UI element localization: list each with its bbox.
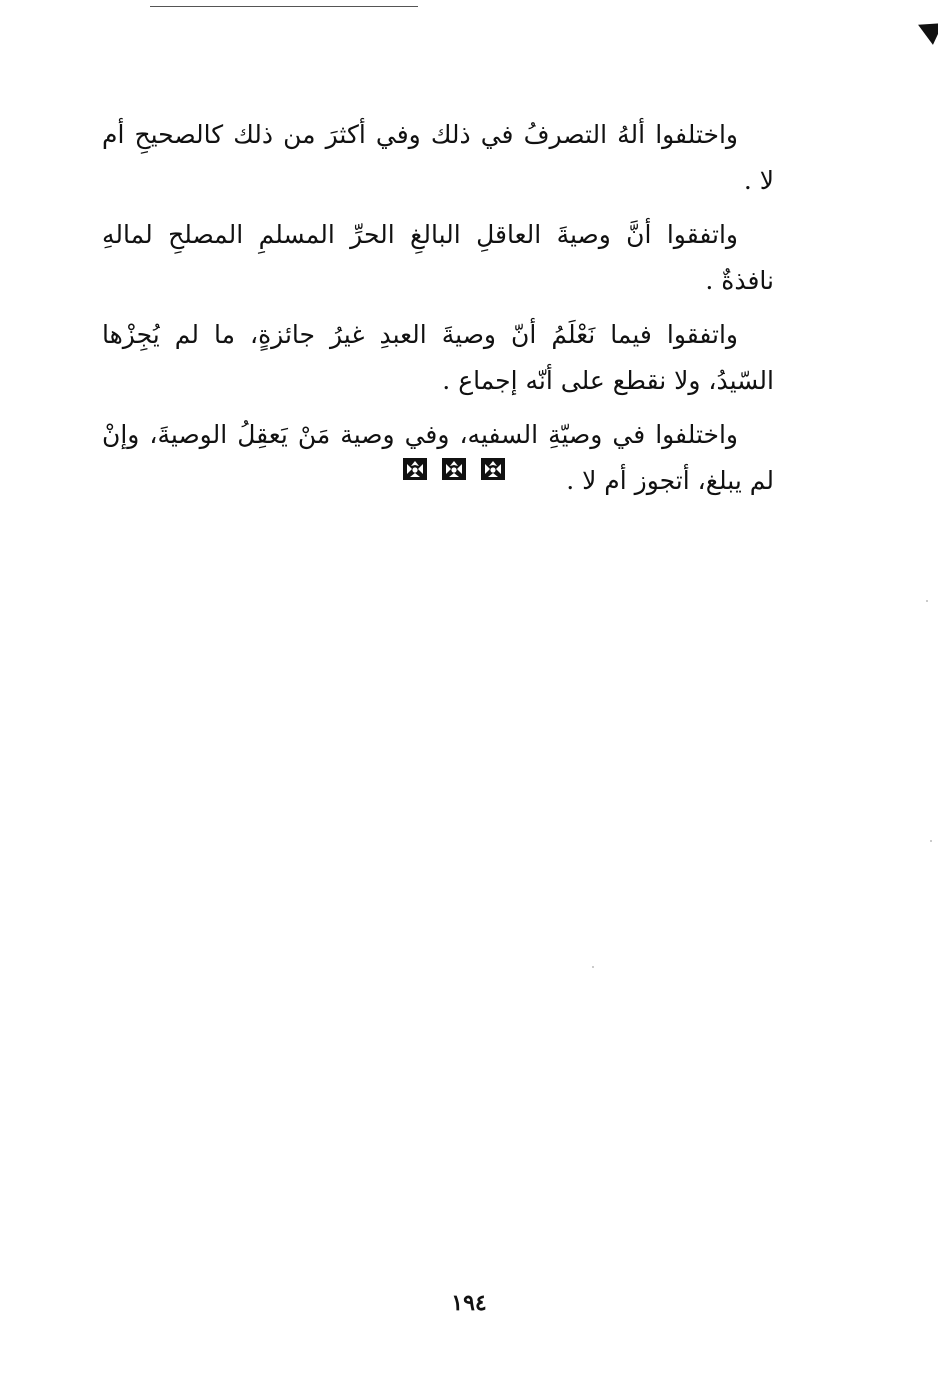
top-rule: [150, 6, 418, 7]
paragraph: واختلفوا ألهُ التصرفُ في ذلك وفي أكثرَ من ذلك كالصحيحِ أم لا .: [102, 120, 774, 195]
corner-mark-icon: [913, 14, 938, 45]
main-text: [102, 112, 774, 512]
paragraph: واتفقوا فيما نَعْلَمُ أنّ وصيةَ العبدِ غيرُ جائزةٍ، ما لم يُجِزْها السّيدُ، ولا نقطع على أنّه إجماع .: [102, 320, 774, 395]
page-number: ١٩٤: [451, 1290, 487, 1316]
ornament-icon: [480, 456, 506, 482]
scan-speck: [592, 966, 594, 968]
scan-speck: [926, 600, 928, 602]
section-divider: [402, 456, 506, 482]
ornament-icon: [441, 456, 467, 482]
paragraph: واتفقوا أنَّ وصيةَ العاقلِ البالغِ الحرِّ المسلمِ المصلحِ لمالهِ نافذةٌ .: [102, 220, 774, 295]
scan-speck: [930, 840, 932, 842]
ornament-icon: [402, 456, 428, 482]
paragraph: واختلفوا في وصيّةِ السفيه، وفي وصية مَنْ يَعقِلُ الوصيةَ، وإنْ لم يبلغ، أتجوز أم لا .: [102, 420, 774, 495]
